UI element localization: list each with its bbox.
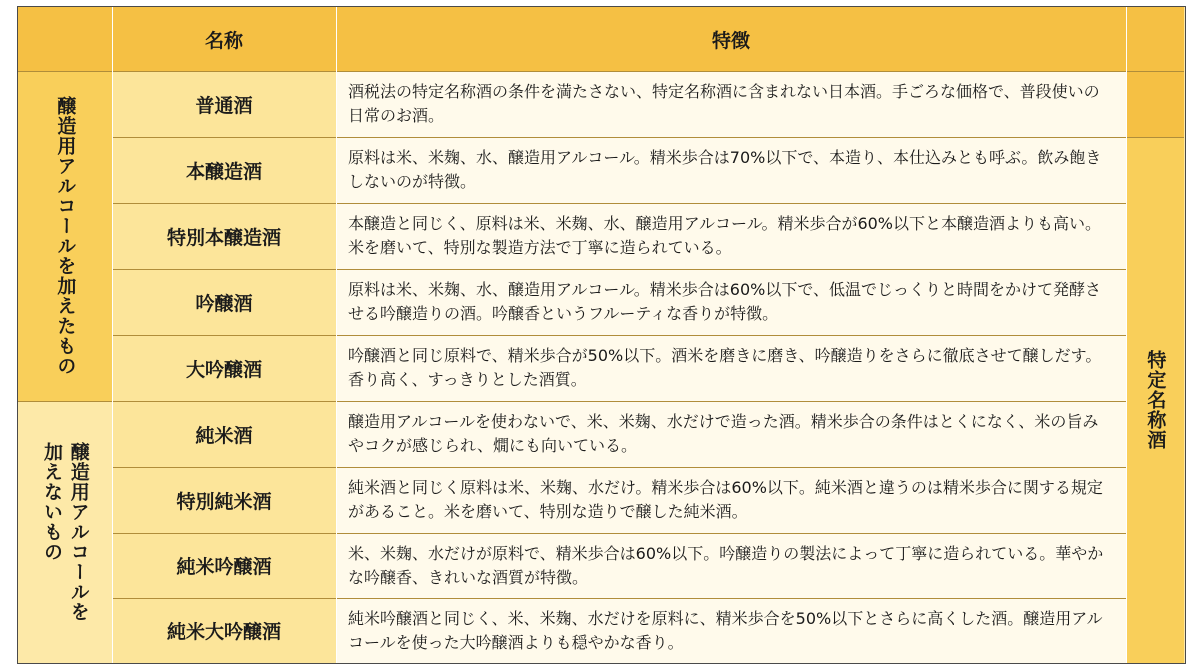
divider	[112, 203, 1126, 204]
side-cell-regular	[1126, 71, 1184, 137]
row-desc-4-text: 吟醸酒と同じ原料で、精米歩合が50%以下。酒米を磨きに磨き、吟醸造りをさらに徹底させて醸しだす。香り高く、すっきりとした酒質。	[348, 346, 1102, 389]
row-desc-7	[336, 533, 1126, 598]
header-blank-left	[18, 7, 112, 71]
divider	[112, 467, 1126, 468]
divider	[112, 533, 1126, 534]
row-name-2: 特別本醸造酒	[112, 203, 336, 269]
group-without-alcohol-label-1: 醸造用アルコールを	[67, 442, 90, 622]
header-blank-right	[1126, 7, 1184, 71]
row-desc-2-text: 本醸造と同じく、原料は米、米麹、水、醸造用アルコール。精米歩合が60%以下と本醸造酒よりも高い。米を磨いて、特別な製造方法で丁寧に造られている。	[348, 214, 1102, 257]
row-name-3: 吟醸酒	[112, 269, 336, 335]
group-with-alcohol	[18, 71, 112, 401]
header-feature: 特徴	[336, 7, 1126, 71]
row-name-1: 本醸造酒	[112, 137, 336, 203]
header-name: 名称	[112, 7, 336, 71]
row-desc-8-text: 純米吟醸酒と同じく、米、米麹、水だけを原料に、精米歩合を50%以下とさらに高くした酒。醸造用アルコールを使った大吟醸酒よりも穏やかな香り。	[348, 608, 1103, 652]
sake-classification-table	[17, 6, 1186, 664]
row-desc-2	[336, 203, 1126, 269]
row-desc-5-text: 醸造用アルコールを使わないで、米、米麹、水だけで造った酒。精米歩合の条件はとくになく、米の旨みやコクが感じられ、燗にも向いている。	[348, 412, 1099, 455]
row-desc-6	[336, 467, 1126, 533]
group-without-alcohol	[18, 401, 112, 663]
row-desc-0-text: 酒税法の特定名称酒の条件を満たさない、特定名称酒に含まれない日本酒。手ごろな価格で、普段使いの日常のお酒。	[348, 82, 1100, 125]
row-desc-1	[336, 137, 1126, 203]
divider	[112, 137, 1184, 138]
row-desc-5	[336, 401, 1126, 467]
row-desc-3	[336, 269, 1126, 335]
row-desc-6-text: 純米酒と同じく原料は米、米麹、水だけ。精米歩合は60%以下。純米酒と違うのは精米歩合に関する規定があること。米を磨いて、特別な造りで醸した純米酒。	[348, 478, 1103, 521]
divider	[18, 71, 1184, 72]
row-name-0: 普通酒	[112, 71, 336, 137]
divider	[1126, 7, 1127, 663]
row-desc-4	[336, 335, 1126, 401]
row-desc-3-text: 原料は米、米麹、水、醸造用アルコール。精米歩合は60%以下で、低温でじっくりと時間をかけて発酵させる吟醸造りの酒。吟醸香というフルーティな香りが特徴。	[348, 280, 1102, 323]
row-name-4: 大吟醸酒	[112, 335, 336, 401]
row-name-6: 特別純米酒	[112, 467, 336, 533]
row-desc-0	[336, 71, 1126, 137]
group-without-alcohol-label-2: 加えないもの	[41, 442, 63, 562]
group-with-alcohol-label: 醸造用アルコールを加えたもの	[54, 96, 77, 376]
row-name-8: 純米大吟醸酒	[112, 598, 336, 663]
side-label: 特定名称酒	[1144, 350, 1167, 450]
side-cell-special	[1126, 137, 1184, 663]
row-desc-8	[336, 598, 1126, 663]
divider	[112, 598, 1126, 599]
divider	[112, 7, 113, 663]
row-desc-7-text: 米、米麹、水だけが原料で、精米歩合は60%以下。吟醸造りの製法によって丁寧に造られている。華やかな吟醸香、きれいな酒質が特徴。	[348, 543, 1104, 587]
divider	[18, 401, 1126, 402]
divider	[112, 269, 1126, 270]
divider	[336, 7, 337, 663]
row-name-7: 純米吟醸酒	[112, 533, 336, 598]
row-desc-1-text: 原料は米、米麹、水、醸造用アルコール。精米歩合は70%以下で、本造り、本仕込みとも呼ぶ。飲み飽きしないのが特徴。	[348, 148, 1102, 191]
row-name-5: 純米酒	[112, 401, 336, 467]
divider	[112, 335, 1126, 336]
